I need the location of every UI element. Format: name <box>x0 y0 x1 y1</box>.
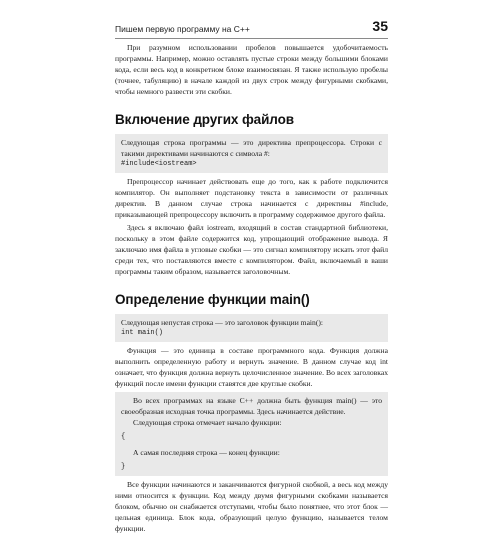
iostream-paragraph: Здесь я включаю файл iostream, входящий в состав стандартной библиотеки, поскольку в этом файле содержится код, упрощающий отображение вывода. Я заключаю имя файла в угловые скобки — это сигнал компилятору искать этот файл среди тех, что поставляются вместе с компилятором. Файл, включаемый в ваши программы таким образом, называется заголовочным. <box>115 223 388 276</box>
main-lead-text: Следующая непустая строка — это заголовок функции main(): <box>121 318 324 327</box>
open-brace-code: { <box>121 433 126 441</box>
header-rule <box>115 38 388 39</box>
main-function-shaded-block <box>115 392 388 476</box>
running-header-title: Пишем первую программу на C++ <box>115 24 250 34</box>
preprocessor-paragraph: Препроцессор начинает действовать еще до того, как к работе подключится компилятор. Он выполняет подстановку текста в зависимости от различных директив. В данном случае строка начинается с директивы #include, приказывающей препроцессору включить в программу содержимое другого файла. <box>115 177 388 219</box>
page-content <box>115 42 388 536</box>
section-heading-include: Включение других файлов <box>115 112 294 127</box>
function-definition-paragraph: Функция — это единица в составе программного кода. Функция должна выполнить определенную работу и вернуть значение. В данном случае код int означает, что функция должна вернуть целочисленное значение. Во всех заголовках функций после имени функции ставятся две круглые скобки. <box>115 346 388 388</box>
main-start-paragraph: Во всех программах на языке C++ должна быть функция main() — это своеобразная исходная точка программы. Здесь начинается действие. <box>121 396 382 416</box>
section-heading-main: Определение функции main() <box>115 292 310 307</box>
function-end-lead: А самая последняя строка — конец функции: <box>133 448 280 457</box>
page-number: 35 <box>372 18 388 34</box>
intro-paragraph: При разумном использовании пробелов повышается удобочитаемость программы. Например, можно оставлять пустые строки между большими блоками кода, если весь код в конкретном блоке взаимосвязан. Я также использую пробелы (точнее, табуляцию) в начале каждой из двух строк между фигурными скобками, чтобы немного развести эти скобки. <box>115 43 388 96</box>
include-lead-shaded-block <box>115 134 388 173</box>
include-code-line: #include<iostream> <box>121 160 197 168</box>
block-explanation-paragraph: Все функции начинаются и заканчиваются фигурной скобкой, а весь код между ними относится к функции. Код между двумя фигурными скобками называется блоком, обычно он снабжается отступами, чтобы было понятнее, что этот блок — цельная единица. Блок кода, образующий целую функцию, называется телом функции. <box>115 480 388 533</box>
close-brace-code: } <box>121 463 126 471</box>
include-lead-text: Следующая строка программы — это директива препроцессора. Строки с такими директивами начинаются с символа #: <box>121 138 382 158</box>
function-start-paragraph: Следующая строка отмечает начало функции: <box>133 418 282 427</box>
main-code-line: int main() <box>121 329 164 337</box>
main-lead-shaded-block <box>115 314 388 342</box>
